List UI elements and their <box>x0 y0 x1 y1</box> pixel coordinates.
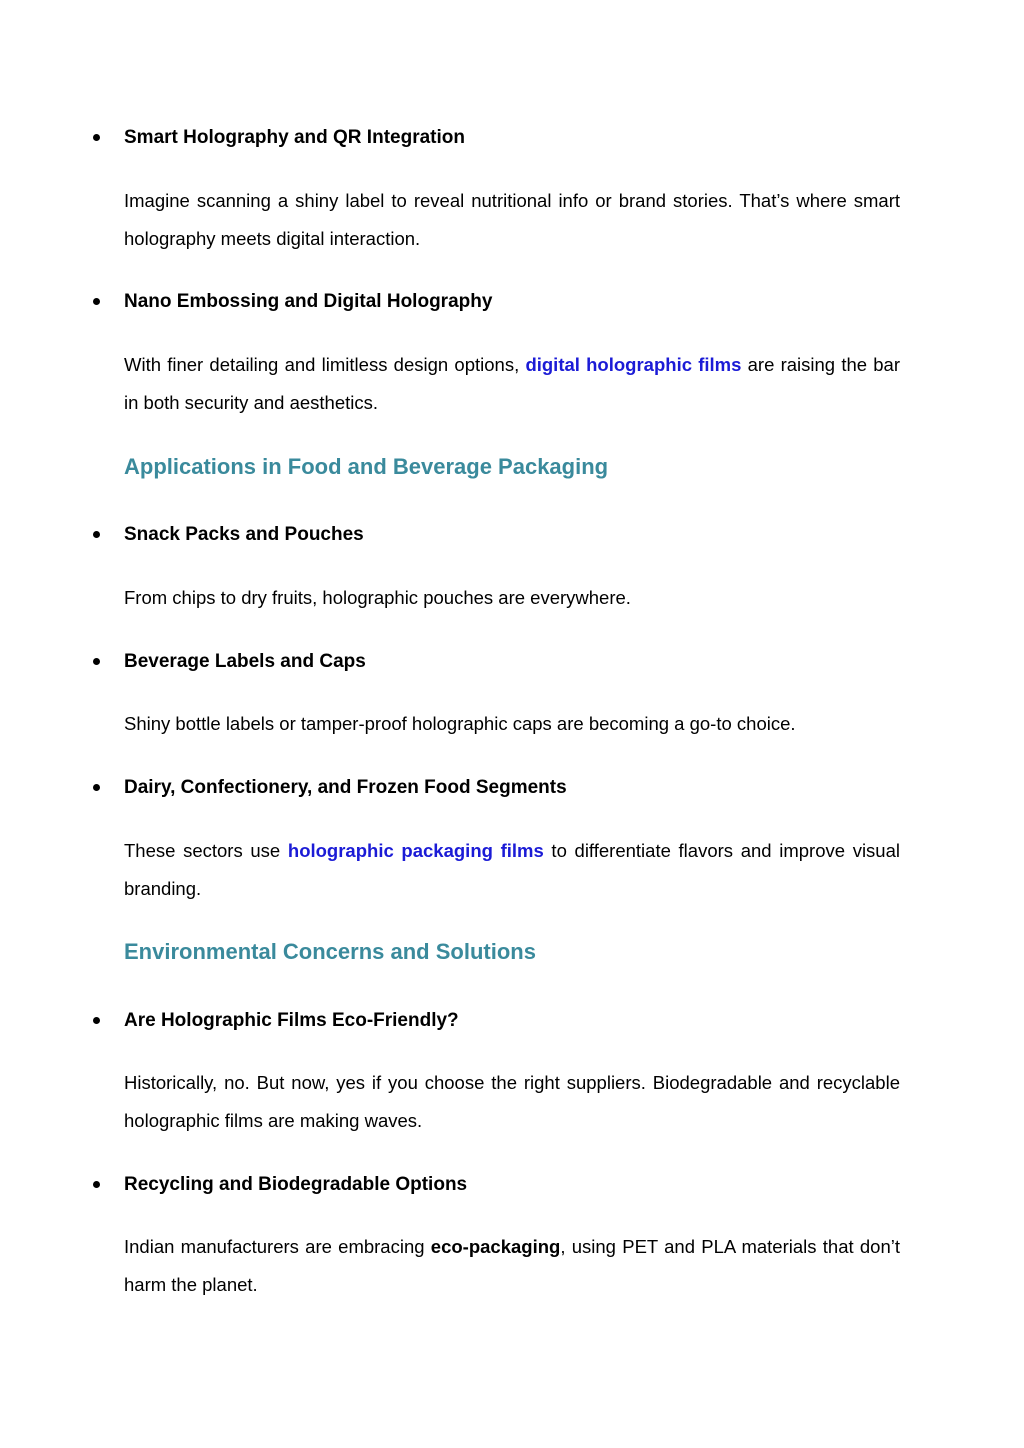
paragraph-snack-packs: From chips to dry fruits, holographic pouches are everywhere. <box>124 587 631 608</box>
paragraph-text: are raising the bar in both security and aesthetics. <box>124 354 900 413</box>
bullet-heading-smart-holography: Smart Holography and QR Integration <box>124 127 465 148</box>
bullet-icon <box>93 658 100 665</box>
bullet-icon <box>93 1017 100 1024</box>
section-title-environmental: Environmental Concerns and Solutions <box>124 939 536 964</box>
paragraph-text: With finer detailing and limitless design options, <box>124 354 526 375</box>
bullet-icon <box>93 298 100 305</box>
paragraph-eco-friendly: Historically, no. But now, yes if you choose the right suppliers. Biodegradable and recyclable holographic films are making waves. <box>124 1072 900 1131</box>
paragraph-dairy <box>124 832 900 907</box>
bullet-heading-eco-friendly: Are Holographic Films Eco-Friendly? <box>124 1010 459 1031</box>
bullet-heading-nano-embossing: Nano Embossing and Digital Holography <box>124 291 493 312</box>
bullet-heading-beverage-labels: Beverage Labels and Caps <box>124 651 366 672</box>
paragraph-text: Indian manufacturers are embracing <box>124 1236 431 1257</box>
section-title-applications: Applications in Food and Beverage Packaging <box>124 454 609 479</box>
paragraph-text: to differentiate flavors and improve visual branding. <box>124 840 900 899</box>
bullet-icon <box>93 784 100 791</box>
eco-packaging-bold-text: eco-packaging <box>430 1236 561 1257</box>
bullet-heading-snack-packs: Snack Packs and Pouches <box>124 524 364 545</box>
paragraph-nano-embossing <box>124 346 900 421</box>
paragraph-smart-holography: Imagine scanning a shiny label to reveal nutritional info or brand stories. That’s where smart holography meets digital interaction. <box>124 190 900 249</box>
paragraph-text: These sectors use <box>124 840 288 861</box>
bullet-icon <box>93 1181 100 1188</box>
bullet-icon <box>93 134 100 141</box>
bullet-icon <box>93 531 100 538</box>
bullet-heading-recycling: Recycling and Biodegradable Options <box>124 1174 468 1195</box>
paragraph-text: , using PET and PLA materials that don’t harm the planet. <box>124 1236 900 1295</box>
paragraph-recycling <box>124 1228 900 1303</box>
bullet-heading-dairy: Dairy, Confectionery, and Frozen Food Segments <box>124 777 567 798</box>
digital-holographic-films-link[interactable]: digital holographic films <box>525 354 742 375</box>
paragraph-beverage-labels: Shiny bottle labels or tamper-proof holographic caps are becoming a go-to choice. <box>124 713 796 734</box>
holographic-packaging-films-link[interactable]: holographic packaging films <box>287 840 544 861</box>
